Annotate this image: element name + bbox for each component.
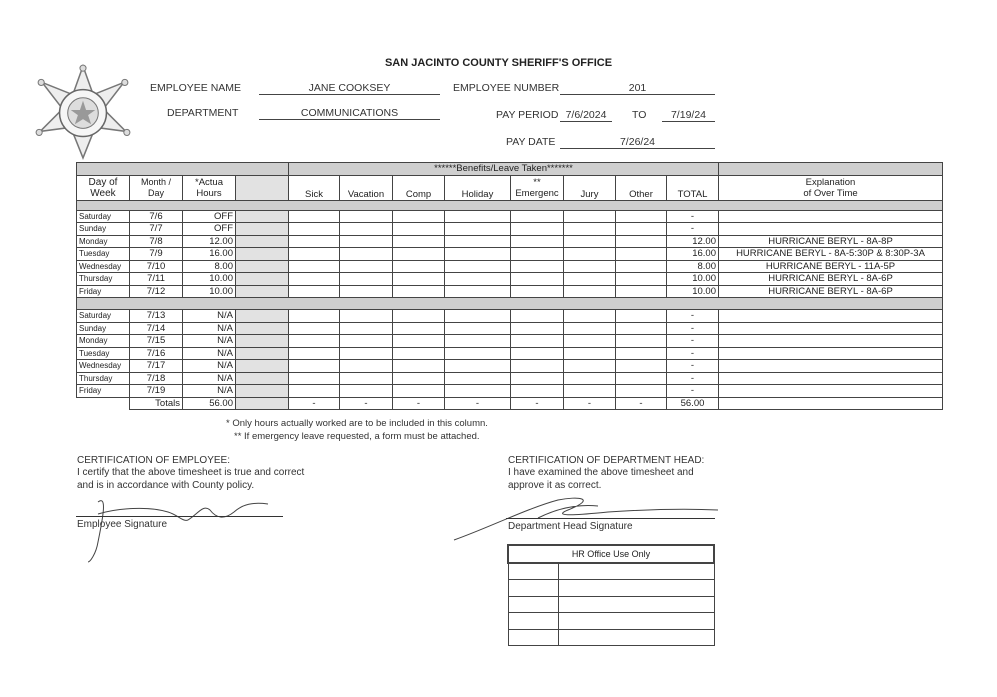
hours-cell: N/A [183, 310, 236, 323]
explanation-cell: HURRICANE BERYL - 11A-5P [719, 260, 943, 273]
total-cell: 10.00 [667, 285, 719, 298]
total-cell: 16.00 [667, 248, 719, 261]
cert-head-line2: approve it as correct. [508, 480, 602, 491]
day-cell: Friday [77, 285, 130, 298]
comp-cell [393, 310, 445, 323]
day-cell: Saturday [77, 310, 130, 323]
sheriff-star-badge-icon [32, 60, 134, 162]
totals-sick: - [289, 397, 340, 410]
comp-cell [393, 385, 445, 398]
total-cell: - [667, 322, 719, 335]
spacer-cell [236, 285, 289, 298]
employee-name-field: JANE COOKSEY [259, 82, 440, 95]
cert-employee-line1: I certify that the above timesheet is true and correct [77, 467, 305, 478]
col-vacation-header: Vacation [340, 175, 393, 200]
total-cell: - [667, 210, 719, 223]
vacation-cell [340, 310, 393, 323]
other-cell [616, 285, 667, 298]
timesheet-table [76, 162, 943, 410]
hours-cell: 8.00 [183, 260, 236, 273]
date-cell: 7/18 [130, 372, 183, 385]
jury-cell [564, 235, 616, 248]
employee-number-label: EMPLOYEE NUMBER [453, 82, 560, 94]
holiday-cell [445, 235, 511, 248]
vacation-cell [340, 322, 393, 335]
hr-office-title: HR Office Use Only [508, 545, 714, 563]
sick-cell [289, 210, 340, 223]
hours-cell: N/A [183, 335, 236, 348]
department-head-signature-label: Department Head Signature [508, 521, 633, 532]
vacation-cell [340, 385, 393, 398]
spacer-cell [236, 385, 289, 398]
comp-cell [393, 235, 445, 248]
timesheet-row [77, 347, 943, 360]
office-title: SAN JACINTO COUNTY SHERIFF'S OFFICE [384, 57, 613, 69]
holiday-cell [445, 210, 511, 223]
vacation-cell [340, 360, 393, 373]
employee-signature-line [76, 516, 283, 517]
day-cell: Monday [77, 235, 130, 248]
comp-cell [393, 210, 445, 223]
total-cell: - [667, 385, 719, 398]
holiday-cell [445, 310, 511, 323]
hours-cell: N/A [183, 347, 236, 360]
jury-cell [564, 322, 616, 335]
explanation-cell [719, 372, 943, 385]
comp-cell [393, 285, 445, 298]
day-cell: Sunday [77, 322, 130, 335]
day-cell: Friday [77, 385, 130, 398]
employee-name-label: EMPLOYEE NAME [150, 82, 242, 94]
holiday-cell [445, 260, 511, 273]
sick-cell [289, 248, 340, 261]
total-cell: - [667, 223, 719, 236]
timesheet-row [77, 310, 943, 323]
emergency-cell [511, 273, 564, 286]
emergency-cell [511, 347, 564, 360]
hr-office-box [507, 544, 715, 646]
col-day-header: Day of Week [77, 175, 130, 200]
spacer-cell [236, 235, 289, 248]
totals-comp: - [393, 397, 445, 410]
day-cell: Monday [77, 335, 130, 348]
totals-row [77, 397, 943, 410]
sick-cell [289, 372, 340, 385]
jury-cell [564, 335, 616, 348]
holiday-cell [445, 385, 511, 398]
other-cell [616, 347, 667, 360]
timesheet-row [77, 322, 943, 335]
date-cell: 7/17 [130, 360, 183, 373]
spacer-cell [236, 273, 289, 286]
comp-cell [393, 273, 445, 286]
total-cell: - [667, 372, 719, 385]
hours-cell: 10.00 [183, 285, 236, 298]
explanation-cell [719, 335, 943, 348]
day-cell: Wednesday [77, 260, 130, 273]
col-holiday-header: Holiday [445, 175, 511, 200]
timesheet-row [77, 248, 943, 261]
vacation-cell [340, 372, 393, 385]
comp-cell [393, 372, 445, 385]
department-field: COMMUNICATIONS [259, 107, 440, 120]
other-cell [616, 235, 667, 248]
jury-cell [564, 385, 616, 398]
pay-period-label: PAY PERIOD [496, 109, 559, 121]
day-cell: Wednesday [77, 360, 130, 373]
cert-employee-title: CERTIFICATION OF EMPLOYEE: [77, 455, 230, 466]
timesheet-row [77, 372, 943, 385]
spacer-cell [236, 360, 289, 373]
holiday-cell [445, 248, 511, 261]
explanation-cell [719, 347, 943, 360]
date-cell: 7/8 [130, 235, 183, 248]
sick-cell [289, 322, 340, 335]
date-cell: 7/16 [130, 347, 183, 360]
employee-number-field: 201 [560, 82, 715, 95]
other-cell [616, 223, 667, 236]
jury-cell [564, 273, 616, 286]
explanation-cell: HURRICANE BERYL - 8A-6P [719, 273, 943, 286]
spacer-cell [236, 210, 289, 223]
emergency-cell [511, 285, 564, 298]
col-total-header: TOTAL [667, 175, 719, 200]
totals-holiday: - [445, 397, 511, 410]
vacation-cell [340, 248, 393, 261]
date-cell: 7/14 [130, 322, 183, 335]
to-label: TO [632, 109, 647, 121]
col-month-header: Month / Day [130, 175, 183, 200]
other-cell [616, 335, 667, 348]
spacer-cell [236, 322, 289, 335]
sick-cell [289, 260, 340, 273]
other-cell [616, 210, 667, 223]
day-cell: Thursday [77, 273, 130, 286]
emergency-cell [511, 223, 564, 236]
holiday-cell [445, 360, 511, 373]
hours-cell: N/A [183, 372, 236, 385]
hours-cell: OFF [183, 210, 236, 223]
holiday-cell [445, 273, 511, 286]
cert-head-title: CERTIFICATION OF DEPARTMENT HEAD: [508, 455, 705, 466]
holiday-cell [445, 285, 511, 298]
timesheet-row [77, 360, 943, 373]
holiday-cell [445, 223, 511, 236]
sick-cell [289, 235, 340, 248]
emergency-cell [511, 385, 564, 398]
employee-signature-label: Employee Signature [77, 519, 168, 530]
explanation-cell: HURRICANE BERYL - 8A-6P [719, 285, 943, 298]
holiday-cell [445, 372, 511, 385]
pay-period-start: 7/6/2024 [560, 109, 612, 122]
explanation-cell [719, 385, 943, 398]
sick-cell [289, 285, 340, 298]
total-cell: - [667, 360, 719, 373]
spacer-cell [236, 372, 289, 385]
explanation-cell [719, 322, 943, 335]
spacer-cell [236, 310, 289, 323]
emergency-cell [511, 322, 564, 335]
day-cell: Sunday [77, 223, 130, 236]
holiday-cell [445, 335, 511, 348]
explanation-cell [719, 223, 943, 236]
other-cell [616, 260, 667, 273]
sick-cell [289, 360, 340, 373]
vacation-cell [340, 210, 393, 223]
other-cell [616, 360, 667, 373]
comp-cell [393, 347, 445, 360]
sick-cell [289, 385, 340, 398]
pay-period-end: 7/19/24 [662, 109, 715, 122]
totals-emergency: - [511, 397, 564, 410]
emergency-cell [511, 248, 564, 261]
vacation-cell [340, 285, 393, 298]
date-cell: 7/13 [130, 310, 183, 323]
total-cell: - [667, 347, 719, 360]
date-cell: 7/9 [130, 248, 183, 261]
note-emergency: ** If emergency leave requested, a form must be attached. [234, 431, 480, 442]
date-cell: 7/10 [130, 260, 183, 273]
date-cell: 7/15 [130, 335, 183, 348]
comp-cell [393, 223, 445, 236]
explanation-cell: HURRICANE BERYL - 8A-5:30P & 8:30P-3A [719, 248, 943, 261]
emergency-cell [511, 210, 564, 223]
totals-jury: - [564, 397, 616, 410]
vacation-cell [340, 235, 393, 248]
timesheet-row [77, 335, 943, 348]
vacation-cell [340, 335, 393, 348]
department-head-signature-line [506, 518, 715, 519]
date-cell: 7/12 [130, 285, 183, 298]
col-emergency-header: ** Emergenc [511, 175, 564, 200]
pay-date-field: 7/26/24 [560, 136, 715, 149]
hours-cell: N/A [183, 322, 236, 335]
timesheet-row [77, 235, 943, 248]
total-cell: 10.00 [667, 273, 719, 286]
other-cell [616, 273, 667, 286]
hours-cell: N/A [183, 360, 236, 373]
col-other-header: Other [616, 175, 667, 200]
comp-cell [393, 248, 445, 261]
other-cell [616, 322, 667, 335]
comp-cell [393, 360, 445, 373]
day-cell: Thursday [77, 372, 130, 385]
emergency-cell [511, 310, 564, 323]
totals-hours: 56.00 [183, 397, 236, 410]
holiday-cell [445, 347, 511, 360]
col-explanation-header: Explanation of Over Time [719, 175, 943, 200]
benefits-header: ******Benefits/Leave Taken******* [289, 163, 719, 176]
other-cell [616, 385, 667, 398]
hours-cell: OFF [183, 223, 236, 236]
sick-cell [289, 273, 340, 286]
col-sick-header: Sick [289, 175, 340, 200]
day-cell: Saturday [77, 210, 130, 223]
explanation-cell [719, 360, 943, 373]
spacer-cell [236, 347, 289, 360]
sick-cell [289, 223, 340, 236]
total-cell: - [667, 310, 719, 323]
hours-cell: 16.00 [183, 248, 236, 261]
day-cell: Tuesday [77, 248, 130, 261]
emergency-cell [511, 360, 564, 373]
hours-cell: 12.00 [183, 235, 236, 248]
total-cell: - [667, 335, 719, 348]
emergency-cell [511, 260, 564, 273]
department-label: DEPARTMENT [167, 107, 239, 119]
date-cell: 7/6 [130, 210, 183, 223]
comp-cell [393, 322, 445, 335]
col-jury-header: Jury [564, 175, 616, 200]
spacer-cell [236, 248, 289, 261]
jury-cell [564, 223, 616, 236]
vacation-cell [340, 223, 393, 236]
emergency-cell [511, 372, 564, 385]
timesheet-row [77, 260, 943, 273]
total-cell: 8.00 [667, 260, 719, 273]
comp-cell [393, 335, 445, 348]
day-cell: Tuesday [77, 347, 130, 360]
totals-other: - [616, 397, 667, 410]
other-cell [616, 310, 667, 323]
comp-cell [393, 260, 445, 273]
spacer-cell [236, 223, 289, 236]
timesheet-row [77, 210, 943, 223]
hours-cell: 10.00 [183, 273, 236, 286]
cert-head-line1: I have examined the above timesheet and [508, 467, 694, 478]
totals-vacation: - [340, 397, 393, 410]
timesheet-row [77, 273, 943, 286]
spacer-cell [236, 260, 289, 273]
explanation-cell [719, 210, 943, 223]
col-hours-header: *Actua Hours [183, 175, 236, 200]
emergency-cell [511, 235, 564, 248]
date-cell: 7/19 [130, 385, 183, 398]
timesheet-row [77, 385, 943, 398]
jury-cell [564, 310, 616, 323]
totals-label: Totals [130, 397, 183, 410]
explanation-cell [719, 310, 943, 323]
vacation-cell [340, 260, 393, 273]
hours-cell: N/A [183, 385, 236, 398]
explanation-cell: HURRICANE BERYL - 8A-8P [719, 235, 943, 248]
vacation-cell [340, 273, 393, 286]
sick-cell [289, 347, 340, 360]
other-cell [616, 372, 667, 385]
total-cell: 12.00 [667, 235, 719, 248]
jury-cell [564, 260, 616, 273]
spacer-cell [236, 335, 289, 348]
vacation-cell [340, 347, 393, 360]
pay-date-label: PAY DATE [506, 136, 556, 148]
sick-cell [289, 310, 340, 323]
jury-cell [564, 360, 616, 373]
jury-cell [564, 248, 616, 261]
jury-cell [564, 210, 616, 223]
jury-cell [564, 347, 616, 360]
timesheet-row [77, 223, 943, 236]
totals-total: 56.00 [667, 397, 719, 410]
other-cell [616, 248, 667, 261]
cert-employee-line2: and is in accordance with County policy. [77, 480, 255, 491]
col-comp-header: Comp [393, 175, 445, 200]
jury-cell [564, 285, 616, 298]
date-cell: 7/11 [130, 273, 183, 286]
sick-cell [289, 335, 340, 348]
jury-cell [564, 372, 616, 385]
note-actual-hours: * Only hours actually worked are to be included in this column. [226, 418, 488, 429]
emergency-cell [511, 335, 564, 348]
timesheet-row [77, 285, 943, 298]
holiday-cell [445, 322, 511, 335]
date-cell: 7/7 [130, 223, 183, 236]
